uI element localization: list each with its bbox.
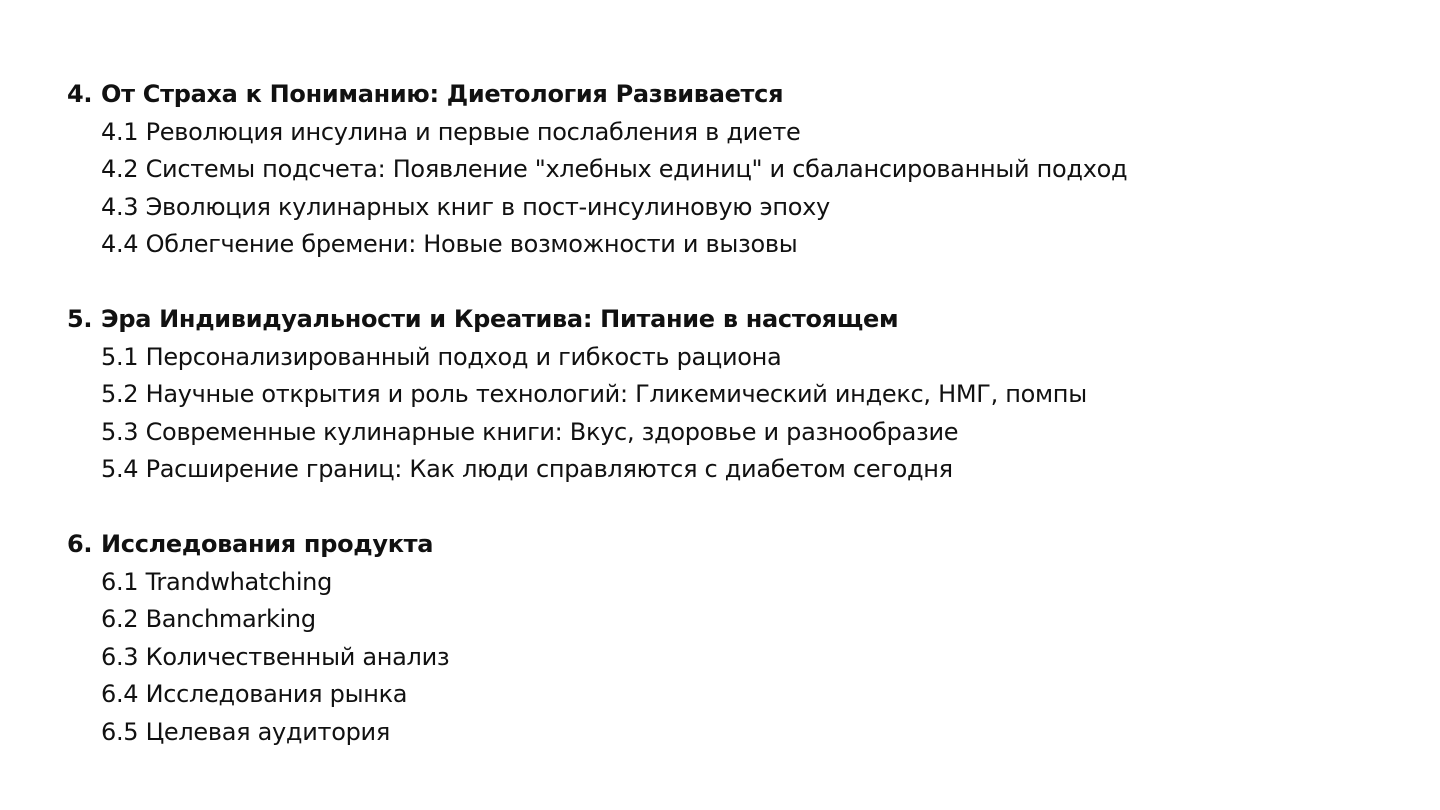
list-item: 4.2 Системы подсчета: Появление "хлебных единиц" и сбалансированный подход xyxy=(101,155,1128,183)
section-title xyxy=(67,76,1407,114)
list-item: 5.2 Научные открытия и роль технологий: Гликемический индекс, НМГ, помпы xyxy=(101,380,1087,408)
section-number: 5. xyxy=(67,305,93,333)
section-title xyxy=(67,301,1407,339)
section-title-text: От Страха к Пониманию: Диетология Развивается xyxy=(101,80,784,108)
list-item: 6.3 Количественный анализ xyxy=(101,642,450,671)
list-item: 4.3 Эволюция кулинарных книг в пост-инсулиновую эпоху xyxy=(101,192,830,221)
list-item: 6.4 Исследования рынка xyxy=(101,680,408,708)
table-of-contents xyxy=(67,76,1407,789)
section-4 xyxy=(67,76,1407,264)
list-item: 6.2 Banchmarking xyxy=(101,605,316,633)
list-item: 5.3 Современные кулинарные книги: Вкус, здоровье и разнообразие xyxy=(101,417,959,446)
list-item: 6.5 Целевая аудитория xyxy=(101,717,390,746)
section-5 xyxy=(67,301,1407,489)
section-title-text: Исследования продукта xyxy=(101,530,434,558)
section-number: 6. xyxy=(67,530,93,558)
list-item: 5.4 Расширение границ: Как люди справляются с диабетом сегодня xyxy=(101,455,953,483)
list-item: 5.1 Персонализированный подход и гибкость рациона xyxy=(101,342,782,371)
section-items xyxy=(67,114,1407,264)
section-items xyxy=(67,564,1407,752)
section-items xyxy=(67,339,1407,489)
section-6 xyxy=(67,526,1407,751)
list-item: 4.1 Революция инсулина и первые послабления в диете xyxy=(101,117,801,146)
section-title xyxy=(67,526,1407,564)
list-item: 6.1 Trandwhatching xyxy=(101,567,333,596)
section-title-text: Эра Индивидуальности и Креатива: Питание в настоящем xyxy=(101,305,899,333)
section-number: 4. xyxy=(67,80,93,108)
list-item: 4.4 Облегчение бремени: Новые возможности и вызовы xyxy=(101,230,798,258)
